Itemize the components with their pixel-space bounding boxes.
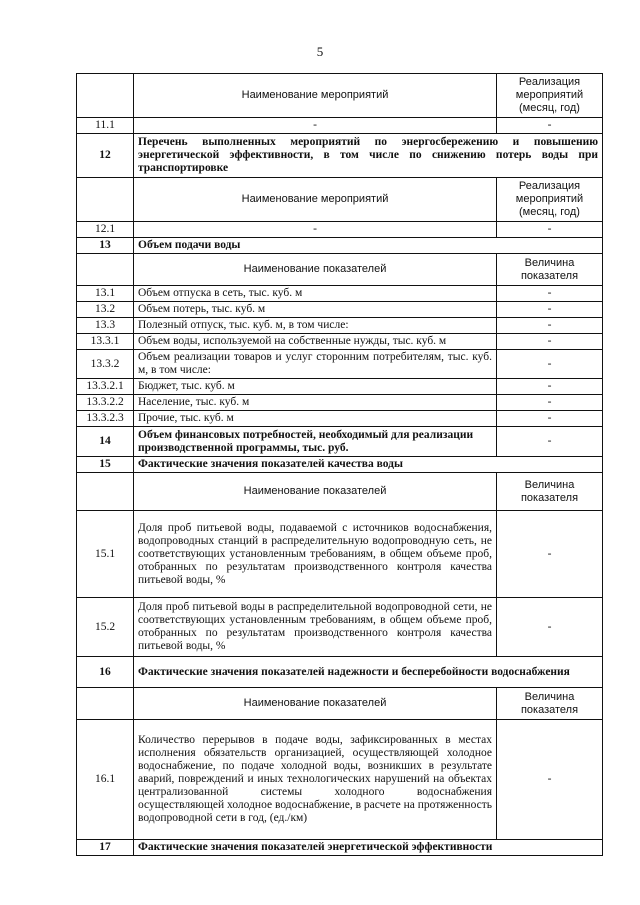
table-row-header <box>77 473 603 511</box>
header-activities-impl: Реализация мероприятий (месяц, год) <box>497 74 603 118</box>
header-activities-impl: Реализация мероприятий (месяц, год) <box>497 178 603 222</box>
table-row <box>77 411 603 427</box>
section-title: Объем финансовых потребностей, необходимый для реализации производственной программы, тыс. руб. <box>134 427 497 457</box>
table-row-header <box>77 74 603 118</box>
section-number: 15 <box>77 457 134 473</box>
table-row-header <box>77 688 603 720</box>
header-activities-name: Наименование мероприятий <box>134 178 497 222</box>
header-indicators-name: Наименование показателей <box>134 254 497 286</box>
table-row <box>77 350 603 379</box>
row-number: 13.3.2 <box>77 350 134 379</box>
section-row <box>77 657 603 688</box>
row-number: 16.1 <box>77 720 134 840</box>
header-indicators-value: Величина показателя <box>497 473 603 511</box>
row-value: - <box>497 222 603 238</box>
row-number: 13.3 <box>77 318 134 334</box>
row-value: - <box>497 411 603 427</box>
table-row <box>77 720 603 840</box>
row-value: - <box>497 598 603 657</box>
header-indicators-name: Наименование показателей <box>134 473 497 511</box>
row-value: - <box>497 286 603 302</box>
row-value: - <box>497 395 603 411</box>
row-value: - <box>497 350 603 379</box>
row-text: Прочие, тыс. куб. м <box>134 411 497 427</box>
row-text: Объем потерь, тыс. куб. м <box>134 302 497 318</box>
row-number: 13.1 <box>77 286 134 302</box>
section-title: Фактические значения показателей надежности и бесперебойности водоснабжения <box>134 657 603 688</box>
row-value: - <box>497 302 603 318</box>
page-number: 5 <box>316 44 324 59</box>
row-number: 13.3.1 <box>77 334 134 350</box>
row-number: 13.2 <box>77 302 134 318</box>
row-value: - <box>497 318 603 334</box>
row-text: Население, тыс. куб. м <box>134 395 497 411</box>
row-value: - <box>497 334 603 350</box>
section-number: 16 <box>77 657 134 688</box>
row-text: Доля проб питьевой воды, подаваемой с источников водоснабжения, водопроводных станций в распределительную водопроводную сеть, не соответствующих установленным требованиям, в общем объеме проб, отобранных по результатам производственного контроля качества питьевой воды, % <box>134 511 497 598</box>
row-text: Доля проб питьевой воды в распределительной водопроводной сети, не соответствующих установленным требованиям, в общем объеме проб, отобранных по результатам производственного контроля качества питьевой воды, % <box>134 598 497 657</box>
row-number: 13.3.2.3 <box>77 411 134 427</box>
section-title: Перечень выполненных мероприятий по энергосбережению и повышению энергетической эффективности, в том числе по снижению потерь воды при транспортировке <box>134 134 603 178</box>
row-number: 15.1 <box>77 511 134 598</box>
section-title: Фактические значения показателей энергетической эффективности <box>134 840 603 856</box>
row-value: - <box>497 720 603 840</box>
table-row <box>77 118 603 134</box>
row-number: 12.1 <box>77 222 134 238</box>
row-value: - <box>497 427 603 457</box>
header-num-cell <box>77 254 134 286</box>
row-value: - <box>497 118 603 134</box>
row-value: - <box>497 511 603 598</box>
table-row <box>77 395 603 411</box>
table-row <box>77 286 603 302</box>
header-indicators-name: Наименование показателей <box>134 688 497 720</box>
row-text: Объем воды, используемой на собственные нужды, тыс. куб. м <box>134 334 497 350</box>
section-title: Фактические значения показателей качества воды <box>134 457 603 473</box>
header-indicators-value: Величина показателя <box>497 688 603 720</box>
table-row <box>77 511 603 598</box>
row-text: Бюджет, тыс. куб. м <box>134 379 497 395</box>
header-num-cell <box>77 473 134 511</box>
table-row <box>77 222 603 238</box>
table-row <box>77 302 603 318</box>
section-number: 17 <box>77 840 134 856</box>
table-row <box>77 379 603 395</box>
section-number: 13 <box>77 238 134 254</box>
section-number: 14 <box>77 427 134 457</box>
table-row-header <box>77 178 603 222</box>
row-number: 15.2 <box>77 598 134 657</box>
header-num-cell <box>77 178 134 222</box>
row-text: - <box>134 222 497 238</box>
row-text: Количество перерывов в подаче воды, зафиксированных в местах исполнения обязательств организацией, осуществляющей холодное водоснабжение, по подаче холодной воды, возникших в результате аварий, повреждений и иных технологических нарушений на объектах централизованной системы холодного водоснабжения осуществляющей холодное водоснабжение, в расчете на протяженность водопроводной сети в год, (ед./км) <box>134 720 497 840</box>
row-number: 13.3.2.2 <box>77 395 134 411</box>
row-number: 11.1 <box>77 118 134 134</box>
row-text: Объем реализации товаров и услуг сторонним потребителям, тыс. куб. м, в том числе: <box>134 350 497 379</box>
header-activities-name: Наименование мероприятий <box>134 74 497 118</box>
row-text: - <box>134 118 497 134</box>
table-row <box>77 598 603 657</box>
section-row <box>77 238 603 254</box>
section-row <box>77 840 603 856</box>
header-indicators-value: Величина показателя <box>497 254 603 286</box>
row-text: Полезный отпуск, тыс. куб. м, в том числе: <box>134 318 497 334</box>
header-num-cell <box>77 688 134 720</box>
section-row <box>77 134 603 178</box>
row-value: - <box>497 379 603 395</box>
header-num-cell <box>77 74 134 118</box>
section-row <box>77 457 603 473</box>
table-row-header <box>77 254 603 286</box>
row-text: Объем отпуска в сеть, тыс. куб. м <box>134 286 497 302</box>
row-number: 13.3.2.1 <box>77 379 134 395</box>
table-row <box>77 318 603 334</box>
section-title: Объем подачи воды <box>134 238 603 254</box>
section-number: 12 <box>77 134 134 178</box>
section-row <box>77 427 603 457</box>
indicators-table <box>76 73 603 856</box>
table-row <box>77 334 603 350</box>
